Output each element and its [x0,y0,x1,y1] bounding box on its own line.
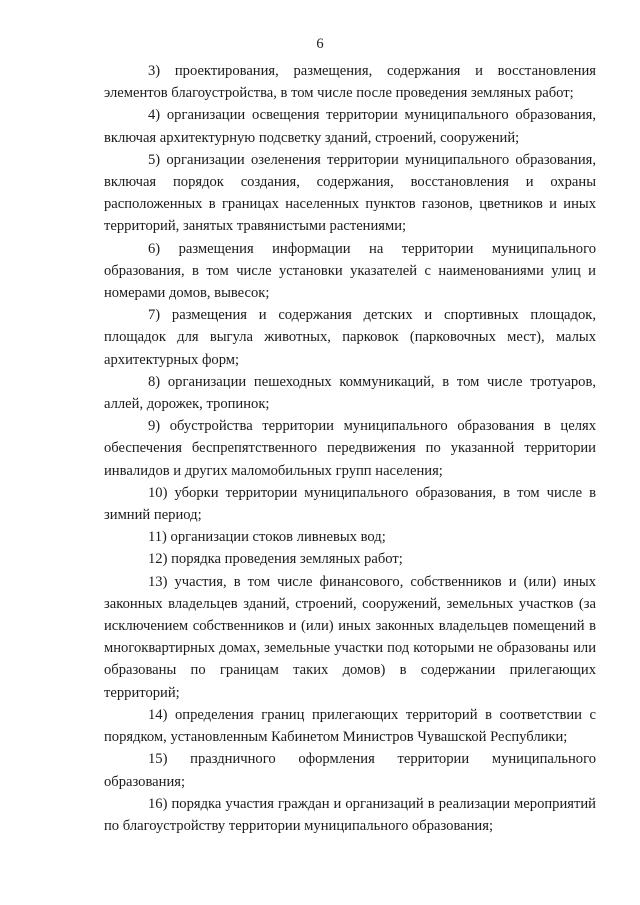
list-item: 5) организации озеленения территории муниципального образования, включая порядок создания, содержания, восстановления и охраны расположенных в границах населенных пунктов газонов, цветников и иных территорий, занятых травянистыми растениями; [104,151,596,235]
list-item: 15) праздничного оформления территории муниципального образования; [104,751,596,790]
list-item: 9) обустройства территории муниципального образования в целях обеспечения беспрепятственного передвижения по указанной территории инвалидов и других маломобильных групп населения; [104,418,596,479]
list-item: 10) уборки территории муниципального образования, в том числе в зимний период; [104,484,596,524]
list-item: 11) организации стоков ливневых вод; [148,529,386,546]
list-item: 16) порядка участия граждан и организаций в реализации мероприятий по благоустройству территории муниципального образования; [104,795,596,834]
list-item: 7) размещения и содержания детских и спортивных площадок, площадок для выгула животных, парковок (парковочных мест), малых архитектурных форм; [104,307,596,368]
list-item: 12) порядка проведения земляных работ; [148,551,403,568]
list-item: 14) определения границ прилегающих территорий в соответствии с порядком, установленным Кабинетом Министров Чувашской Республики; [104,706,596,746]
document-body [104,60,596,837]
list-item: 6) размещения информации на территории муниципального образования, в том числе установки указателей с наименованиями улиц и номерами домов, вывесок; [104,240,596,302]
page-number: 6 [316,36,324,52]
list-item: 8) организации пешеходных коммуникаций, в том числе тротуаров, аллей, дорожек, тропинок; [104,373,596,413]
list-item: 4) организации освещения территории муниципального образования, включая архитектурную подсветку зданий, строений, сооружений; [104,107,596,146]
list-item: 3) проектирования, размещения, содержания и восстановления элементов благоустройства, в том числе после проведения земляных работ; [104,63,596,102]
list-item: 13) участия, в том числе финансового, собственников и (или) иных законных владельцев зданий, строений, сооружений, земельных участков (за исключением собственников и (или) иных законных владельцев помещений в многоквартирных домах, земельные участки под которыми не образованы или образованы по границам таких домов) в содержании прилегающих территорий; [104,573,596,701]
